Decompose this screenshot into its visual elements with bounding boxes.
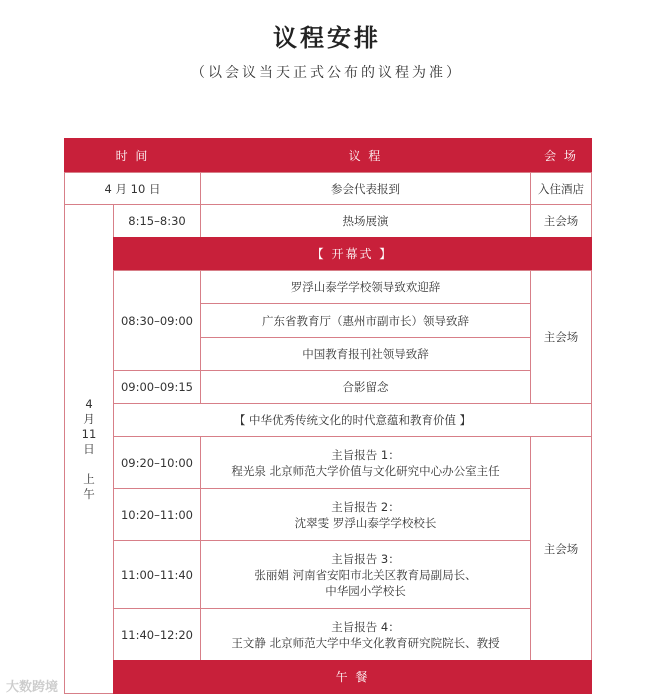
page-subtitle: （以会议当天正式公布的议程为准） [191,65,463,81]
talk-time: 09:20–10:00 [113,436,201,489]
talks-venue: 主会场 [530,436,592,661]
talk-speaker: 程光泉 北京师范大学价值与文化研究中心办公室主任 [231,463,500,478]
talk-speaker: 沈翠雯 罗浮山泰学学校校长 [294,515,437,530]
talk-item [200,436,531,489]
talk-speaker: 张丽娟 河南省安阳市北关区教育局副局长、 中华园小学校长 [254,567,477,598]
talk-time: 11:00–11:40 [113,540,201,609]
warmup-venue: 主会场 [530,204,592,238]
talk-time: 11:40–12:20 [113,608,201,661]
page-title: 议程安排 [273,23,381,52]
day1-agenda: 参会代表报到 [200,172,531,205]
photo-agenda: 合影留念 [200,370,531,404]
talk-title: 主旨报告 2： [331,499,400,514]
opening-venue: 主会场 [530,270,592,404]
warmup-time: 8:15–8:30 [113,204,201,238]
talk-title: 主旨报告 4： [331,619,400,634]
opening-item: 广东省教育厅（惠州市副市长）领导致辞 [200,303,531,338]
talk-item [200,540,531,609]
day1-date: 4 月 10 日 [64,172,201,205]
header-time: 时 间 [64,138,201,173]
header-agenda: 议 程 [200,138,531,173]
day1-venue: 入住酒店 [530,172,592,205]
header-venue: 会 场 [530,138,592,173]
opening-item: 罗浮山泰学学校领导致欢迎辞 [200,270,531,304]
opening-section-title: 【 开幕式 】 [113,237,592,271]
keynote-section-title: 【 中华优秀传统文化的时代意蕴和教育价值 】 [113,403,592,437]
watermark: 大数跨境 [6,680,59,695]
warmup-agenda: 热场展演 [200,204,531,238]
talk-title: 主旨报告 1： [331,447,400,462]
talk-title: 主旨报告 3： [331,551,400,566]
opening-time: 08:30–09:00 [113,270,201,371]
opening-item: 中国教育报刊社领导致辞 [200,337,531,371]
talk-item [200,608,531,661]
talk-time: 10:20–11:00 [113,488,201,541]
talk-item [200,488,531,541]
photo-time: 09:00–09:15 [113,370,201,404]
lunch-row: 午 餐 [113,660,592,694]
talk-speaker: 王文静 北京师范大学中华文化教育研究院院长、教授 [231,635,500,650]
day2-date: 4 月 11 日 上 午 [64,204,114,694]
